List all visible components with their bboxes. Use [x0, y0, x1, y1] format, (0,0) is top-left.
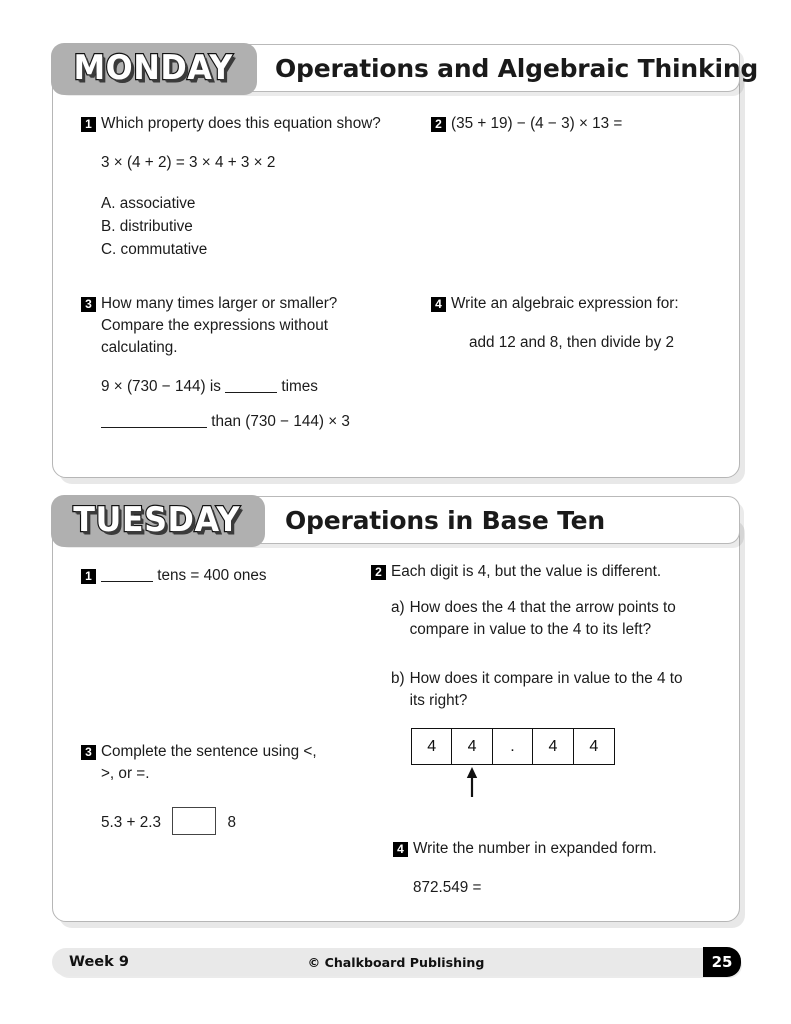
question-header: [431, 293, 731, 315]
tuesday-question-3: [81, 741, 331, 835]
compare-times-label: times: [281, 378, 318, 395]
part-a-label: a): [391, 599, 405, 616]
question-number-badge: 3: [81, 297, 96, 312]
arrow-row: [411, 765, 615, 799]
question-text: Complete the sentence using <, >, or =.: [101, 743, 317, 782]
digit-cell: 4: [589, 737, 599, 755]
answer-blank[interactable]: [101, 412, 207, 428]
question-text: How many times larger or smaller? Compare the expressions without calculating.: [101, 295, 338, 356]
monday-question-4: [431, 293, 731, 354]
page-footer: [52, 948, 740, 976]
question-header: [81, 565, 381, 587]
question-text: Write an algebraic expression for:: [451, 295, 679, 312]
compare-expression-left: 9 × (730 − 144) is: [101, 378, 221, 395]
question-header: [393, 838, 713, 860]
monday-day-tab: [51, 43, 257, 95]
expression-right: 8: [227, 814, 236, 831]
monday-strand-title: Operations and Algebraic Thinking: [275, 53, 759, 83]
tuesday-day-label: TUESDAY: [73, 500, 241, 541]
answer-blank[interactable]: [225, 377, 277, 393]
question-text: [101, 565, 381, 587]
question-text: Which property does this equation show?: [101, 115, 381, 132]
question-number-badge: 1: [81, 569, 96, 584]
compare-expression-right: than (730 − 144) × 3: [211, 413, 350, 430]
part-b-label: b): [391, 670, 405, 687]
digit-cell-decimal-point: .: [493, 729, 533, 764]
monday-banner: [52, 44, 759, 92]
answer-choices: [101, 192, 381, 261]
compare-line-2: [101, 411, 393, 433]
choice-c[interactable]: C. commutative: [101, 241, 208, 258]
question-number-badge: 2: [431, 117, 446, 132]
question-header: [81, 293, 393, 359]
digit-place-value-strip: [411, 728, 701, 799]
monday-panel: [52, 60, 740, 478]
digit-cell: 4: [533, 729, 573, 764]
tuesday-panel: [52, 512, 740, 922]
compare-line-1: [101, 376, 393, 398]
digit-cell: 4: [452, 729, 492, 764]
question-text: Write the number in expanded form.: [413, 840, 657, 857]
up-arrow-icon: [465, 767, 479, 797]
tuesday-question-4: [393, 838, 713, 899]
question-header: [431, 113, 731, 135]
part-a-text: How does the 4 that the arrow points to compare in value to the 4 to its left?: [409, 599, 676, 638]
question-part-b: [391, 668, 701, 712]
question-header: [81, 741, 331, 785]
tuesday-strand-title: Operations in Base Ten: [285, 505, 606, 535]
expanded-form-expression: 872.549 =: [413, 879, 482, 896]
answer-blank[interactable]: [101, 566, 153, 582]
banner-inner: [52, 496, 740, 544]
question-equation: 3 × (4 + 2) = 3 × 4 + 3 × 2: [101, 154, 276, 171]
question-part-a: [391, 597, 701, 641]
question-number-badge: 4: [393, 842, 408, 857]
question-number-badge: 1: [81, 117, 96, 132]
digit-cell: 4: [412, 729, 452, 764]
question-number-badge: 3: [81, 745, 96, 760]
question-number-badge: 4: [431, 297, 446, 312]
question-number-badge: 2: [371, 565, 386, 580]
tuesday-question-1: [81, 565, 381, 587]
tuesday-day-tab: [51, 495, 265, 547]
monday-day-label: MONDAY: [73, 48, 233, 89]
banner-inner: [52, 44, 759, 92]
tens-equation-label: tens = 400 ones: [157, 567, 267, 584]
monday-question-3: [81, 293, 393, 433]
monday-question-1: [81, 113, 381, 261]
choice-b[interactable]: B. distributive: [101, 218, 193, 235]
footer-copyright: © Chalkboard Publishing: [307, 954, 485, 970]
question-text: Each digit is 4, but the value is different.: [391, 563, 662, 580]
tuesday-question-2: [371, 561, 701, 799]
question-text: (35 + 19) − (4 − 3) × 13 =: [451, 115, 623, 132]
monday-question-2: [431, 113, 731, 135]
digit-strip: [411, 728, 615, 765]
footer-page-number: 25: [703, 947, 741, 977]
choice-a[interactable]: A. associative: [101, 195, 196, 212]
question-prompt: add 12 and 8, then divide by 2: [469, 334, 674, 351]
footer-week-label: Week 9: [69, 954, 129, 970]
question-header: [371, 561, 701, 583]
question-header: [81, 113, 381, 135]
comparison-expression: [101, 807, 331, 835]
expression-left: 5.3 + 2.3: [101, 814, 161, 831]
tuesday-banner: [52, 496, 740, 544]
comparison-answer-box[interactable]: [172, 807, 216, 835]
part-b-text: How does it compare in value to the 4 to its right?: [409, 670, 683, 709]
